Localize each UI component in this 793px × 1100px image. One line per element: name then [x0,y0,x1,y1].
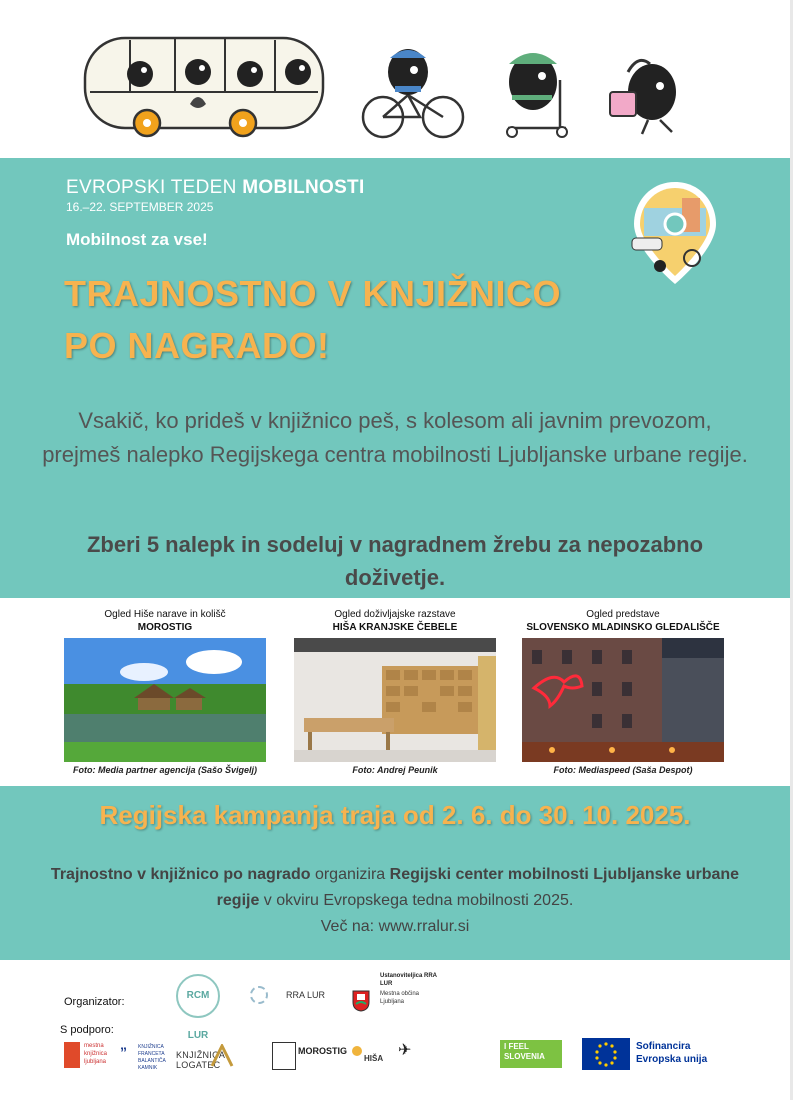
theatre-photo [522,638,724,762]
rra-lur-logo: RRA LUR [286,990,326,1000]
organizer-label: Organizator: [64,996,125,1008]
logatec-mark-icon [210,1044,234,1068]
bee-house-photo [294,638,496,762]
theatre-bird-icon: ✈ [398,1042,412,1059]
mkl-mark-icon [64,1042,80,1068]
collect-text: Zberi 5 nalepk in sodeluj v nagradnem žrebu za nepozabno doživetje. [86,532,704,590]
kamnik-quote-icon: ” [120,1044,127,1060]
prize-caption: Ogled doživljajske razstave HIŠA KRANJSKE ČEBELE [332,609,458,633]
prizes-photo-row [0,598,790,786]
photo-credit: Foto: Media partner agencija (Sašo Švigelj) [72,765,258,775]
mobility-characters-illustration [0,0,790,158]
rra-lur-mark-icon [250,986,268,1004]
event-dates: 16.–22. SEPTEMBER 2025 [66,200,214,214]
morostig-logo: MOROSTIG [298,1046,347,1056]
mkl-logo: mestna knjižnica ljubljana [84,1043,108,1065]
bee-house-bee-icon [352,1046,362,1056]
prize-caption: Ogled predstave SLOVENSKO MLADINSKO GLEDALIŠČE [526,609,720,633]
event-title: EVROPSKI TEDEN MOBILNOSTI [66,177,365,198]
photo-credit: Foto: Mediaspeed (Saša Despot) [553,765,693,775]
cyclist-illustration [363,49,463,137]
prize-card-bee-house [292,608,498,775]
intro-text: Vsakič, ko prideš v knjižnico peš, s kolesom ali javnim prevozom, prejmeš nalepko Regijskega centra mobilnosti Ljubljanske urbane regije. [42,408,748,467]
prize-caption: Ogled Hiše narave in kolišč MOROSTIG [104,609,226,633]
founder-logo: Ustanoviteljica RRA LUR [380,973,437,987]
bee-house-logo: HIŠA [364,1054,384,1063]
campaign-dates: Regijska kampanja traja od 2. 6. do 30. 10. 2025. [99,800,691,830]
ljubljana-crest-icon [352,990,370,1012]
headline-line-2: PO NAGRADO! [64,325,330,366]
organizer-paragraph: Trajnostno v knjižnico po nagrado organizira Regijski center mobilnosti Ljubljanske urbane regije v okviru Evropskega tedna mobilnosti 2025. Več na: www.rralur.si [50,866,740,935]
location-pin-icon [630,178,720,288]
rcm-lur-logo: RCM LUR [176,974,220,1018]
eu-cofunding-logo: Sofinancira Evropska unija [636,1041,708,1065]
morostig-photo [64,638,266,762]
i-feel-slovenia-logo: I FEEL SLOVENIA [500,1040,562,1068]
footer-logos [0,960,790,1100]
mol-logo: Mestna občina Ljubljana [380,991,420,1005]
eu-flag-icon [582,1038,630,1070]
website-link[interactable]: Več na: www.rralur.si [320,918,470,935]
bus-illustration [85,38,323,136]
slogan: Mobilnost za vse! [66,230,208,249]
support-label: S podporo: [60,1024,114,1036]
scooter-illustration [507,53,567,137]
morostig-mark-icon [272,1042,296,1070]
headline-line-1: TRAJNOSTNO V KNJIŽNICO [64,273,562,314]
kamnik-library-logo: KNJIŽNICA FRANCETA BALANTIČA KAMNIK [138,1044,166,1071]
prize-card-morostig [62,608,268,775]
prize-card-theatre [520,608,726,775]
photo-credit: Foto: Andrej Peunik [352,765,438,775]
walker-illustration [610,60,676,134]
headline [64,268,561,372]
logatec-library-logo: KNJIŽNICA LOGATEC [176,1050,225,1070]
